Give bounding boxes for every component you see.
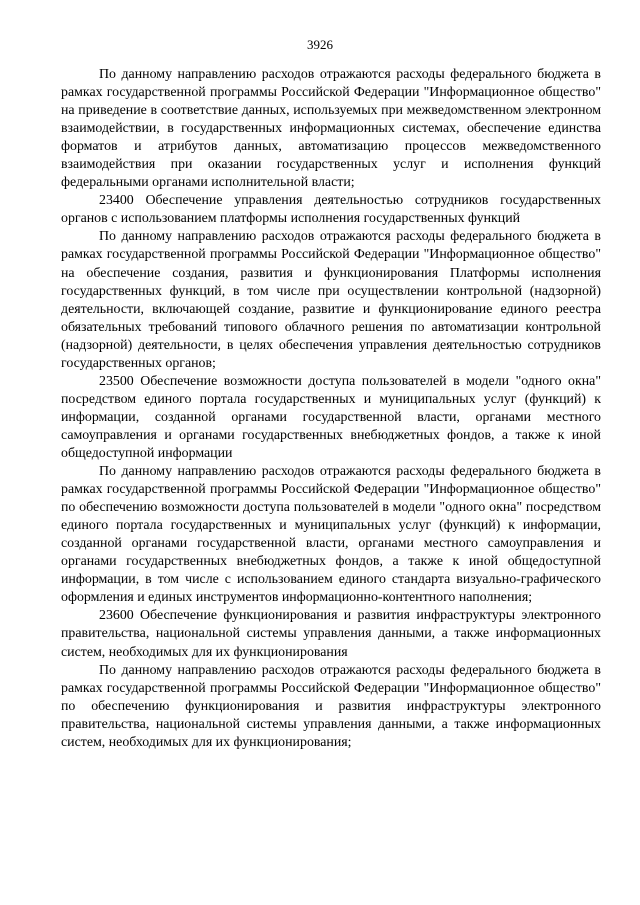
- page-number: 3926: [307, 37, 333, 52]
- paragraph-23500-description: По данному направлению расходов отражаются расходы федерального бюджета в рамках государственной программы Российской Федерации "Информационное общество" по обеспечению возможности доступа пользователей в модели "одного окна" посредством единого портала государственных и муниципальных услуг (функций) к информации, созданной органами государственной власти, органами местного самоуправления и органами государственных внебюджетных фондов, а также к иной общедоступной информации, в том числе с использованием единого стандарта визуально-графического оформления и единых инструментов информационно-контентного наполнения;: [61, 464, 601, 606]
- paragraph-23600-description: По данному направлению расходов отражаются расходы федерального бюджета в рамках государственной программы Российской Федерации "Информационное общество" по обеспечению функционирования и развития инфраструктуры электронного правительства, национальной системы управления данными, а также информационных систем, необходимых для их функционирования;: [61, 662, 601, 750]
- document-body: [61, 66, 601, 752]
- paragraph-23300-description: По данному направлению расходов отражаются расходы федерального бюджета в рамках государственной программы Российской Федерации "Информационное общество" на приведение в соответствие данных, используемых при межведомственном электронном взаимодействии, в государственных информационных системах, обеспечение единства форматов и атрибутов данных, автоматизацию процессов межведомственного взаимодействия при оказании государственных услуг и исполнения функций федеральными органами исполнительной власти;: [61, 67, 601, 191]
- section-heading-23500: 23500 Обеспечение возможности доступа пользователей в модели "одного окна" посредством единого портала государственных и муниципальных услуг (функций) к информации, созданной органами государственной власти, органами местного самоуправления и органами государственных внебюджетных фондов, а также к иной общедоступной информации: [61, 373, 601, 461]
- section-heading-23600: 23600 Обеспечение функционирования и развития инфраструктуры электронного правительства, национальной системы управления данными, а также информационных систем, необходимых для их функционирования: [61, 608, 601, 660]
- section-heading-23400: 23400 Обеспечение управления деятельностью сотрудников государственных органов с использованием платформы исполнения государственных функций: [61, 193, 601, 227]
- paragraph-23400-description: По данному направлению расходов отражаются расходы федерального бюджета в рамках государственной программы Российской Федерации "Информационное общество" на обеспечение создания, развития и функционирования Платформы исполнения государственных функций, в том числе при осуществлении контрольной (надзорной) деятельности, включающей создание, развитие и функционирование единого реестра обязательных требований типового облачного решения по автоматизации контрольной (надзорной) деятельности, в целях обеспечения управления деятельностью сотрудников государственных органов;: [61, 229, 601, 371]
